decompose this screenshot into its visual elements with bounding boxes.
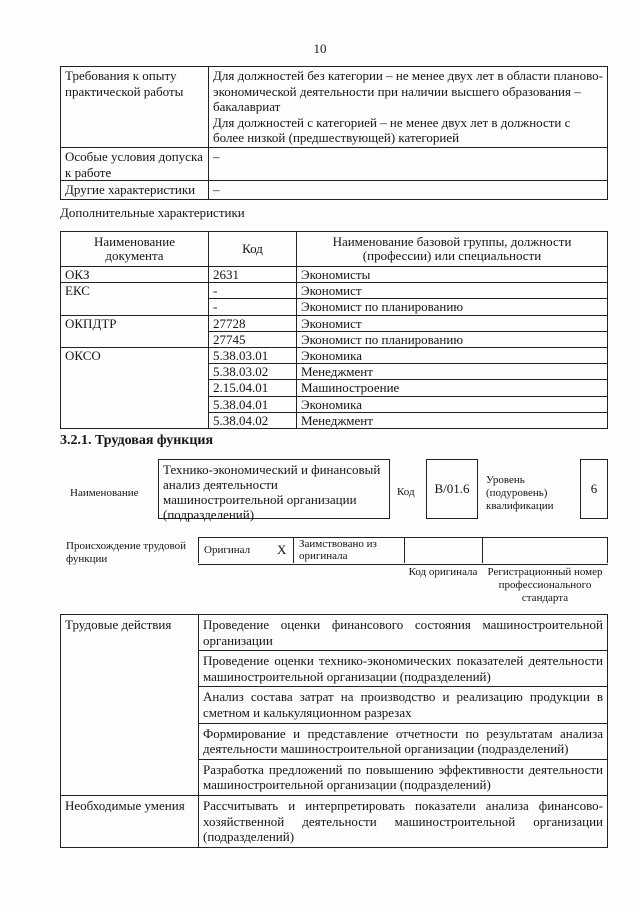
row-value: – [209,181,608,200]
section-label: Необходимые умения [61,795,199,847]
code-cell: 5.38.04.02 [209,412,297,428]
row-value: – [209,147,608,180]
code-cell: - [209,283,297,299]
name-cell: Менеджмент [297,364,608,380]
divider [482,537,483,563]
table-row [61,181,608,200]
code-cell: 2631 [209,267,297,283]
row-label: Особые условия допуска к работе [61,147,209,180]
function-code-box [426,459,478,519]
name-label: Наименование [70,487,139,499]
name-cell: Экономика [297,348,608,364]
requirements-table [60,66,608,200]
row-value [209,67,608,148]
document-cell: ОКСО [61,348,209,429]
header-document: Наименование документа [61,232,209,267]
divider [607,537,608,563]
page-number: 10 [313,41,327,56]
value-line: Для должностей без категории – не менее двух лет в области планово-экономической деятельности при наличии высшего образования – бакалавриат [213,68,603,115]
original-label: Оригинал [204,544,251,556]
name-cell: Экономист по планированию [297,331,608,347]
action-item: Анализ состава затрат на производство и реализацию продукции в сметном и калькуляционном разрезах [199,687,608,723]
table-row [61,795,608,847]
code-cell: 5.38.03.02 [209,364,297,380]
name-cell: Экономист по планированию [297,299,608,315]
section-label: Трудовые действия [61,615,199,796]
row-label: Требования к опыту практической работы [61,67,209,148]
code-cell: 5.38.03.01 [209,348,297,364]
table-row [61,315,608,331]
table-row [61,348,608,364]
document-cell: ОКПДТР [61,315,209,347]
name-cell: Экономист [297,315,608,331]
name-cell: Менеджмент [297,412,608,428]
actions-table [60,614,608,848]
action-item: Формирование и представление отчетности по результатам анализа деятельности машиностроительной организации (подразделений) [199,723,608,759]
header-name: Наименование базовой группы, должности (профессии) или специальности [297,232,608,267]
code-caption: Код оригинала [408,566,478,578]
divider [404,537,405,563]
original-cell [198,537,294,563]
table-row [61,147,608,180]
name-cell: Экономисты [297,267,608,283]
code-cell: 27745 [209,331,297,347]
document-cell: ЕКС [61,283,209,315]
value-line: Для должностей с категорией – не менее двух лет в должности с более низкой (предшествующей) категорией [213,114,571,146]
table-row [61,67,608,148]
action-item: Разработка предложений по повышению эффективности деятельности машиностроительной организации (подразделений) [199,759,608,795]
reg-caption: Регистрационный номер профессионального стандарта [487,566,603,604]
row-label: Другие характеристики [61,181,209,200]
level-value: 6 [590,481,598,496]
original-mark: X [277,542,287,557]
function-name: Технико-экономический и финансовый анализ деятельности машиностроительной организации (подразделений) [163,462,381,522]
name-cell: Машиностроение [297,380,608,396]
name-cell: Экономист [297,283,608,299]
function-name-box [158,459,390,522]
header-code: Код [209,232,297,267]
actions-table-body [61,615,608,848]
borrowed-label: Заимствовано из оригинала [299,538,377,562]
name-cell: Экономика [297,396,608,412]
action-item: Рассчитывать и интерпретировать показатели анализа финансово-хозяйственной деятельности машиностроительной организации (подразделений) [199,795,608,847]
document-cell: ОКЗ [61,267,209,283]
code-cell: 27728 [209,315,297,331]
origin-label: Происхождение трудовой функции [66,540,187,565]
code-cell: - [209,299,297,315]
table-header-row [61,232,608,267]
table-row [61,267,608,283]
action-item: Проведение оценки технико-экономических показателей деятельности машиностроительной организации (подразделений) [199,651,608,687]
level-label: Уровень (подуровень) квалификации [486,474,554,512]
additional-table-body [61,267,608,429]
code-cell: 5.38.04.01 [209,396,297,412]
code-label: Код [397,486,415,498]
additional-title: Дополнительные характеристики [60,205,245,220]
action-item: Проведение оценки финансового состояния машиностроительной организации [199,615,608,651]
additional-table [60,231,608,429]
function-code: B/01.6 [434,481,470,496]
table-row [61,283,608,299]
section-title: 3.2.1. Трудовая функция [60,433,214,448]
table-row [61,615,608,651]
level-box [580,459,608,519]
code-cell: 2.15.04.01 [209,380,297,396]
